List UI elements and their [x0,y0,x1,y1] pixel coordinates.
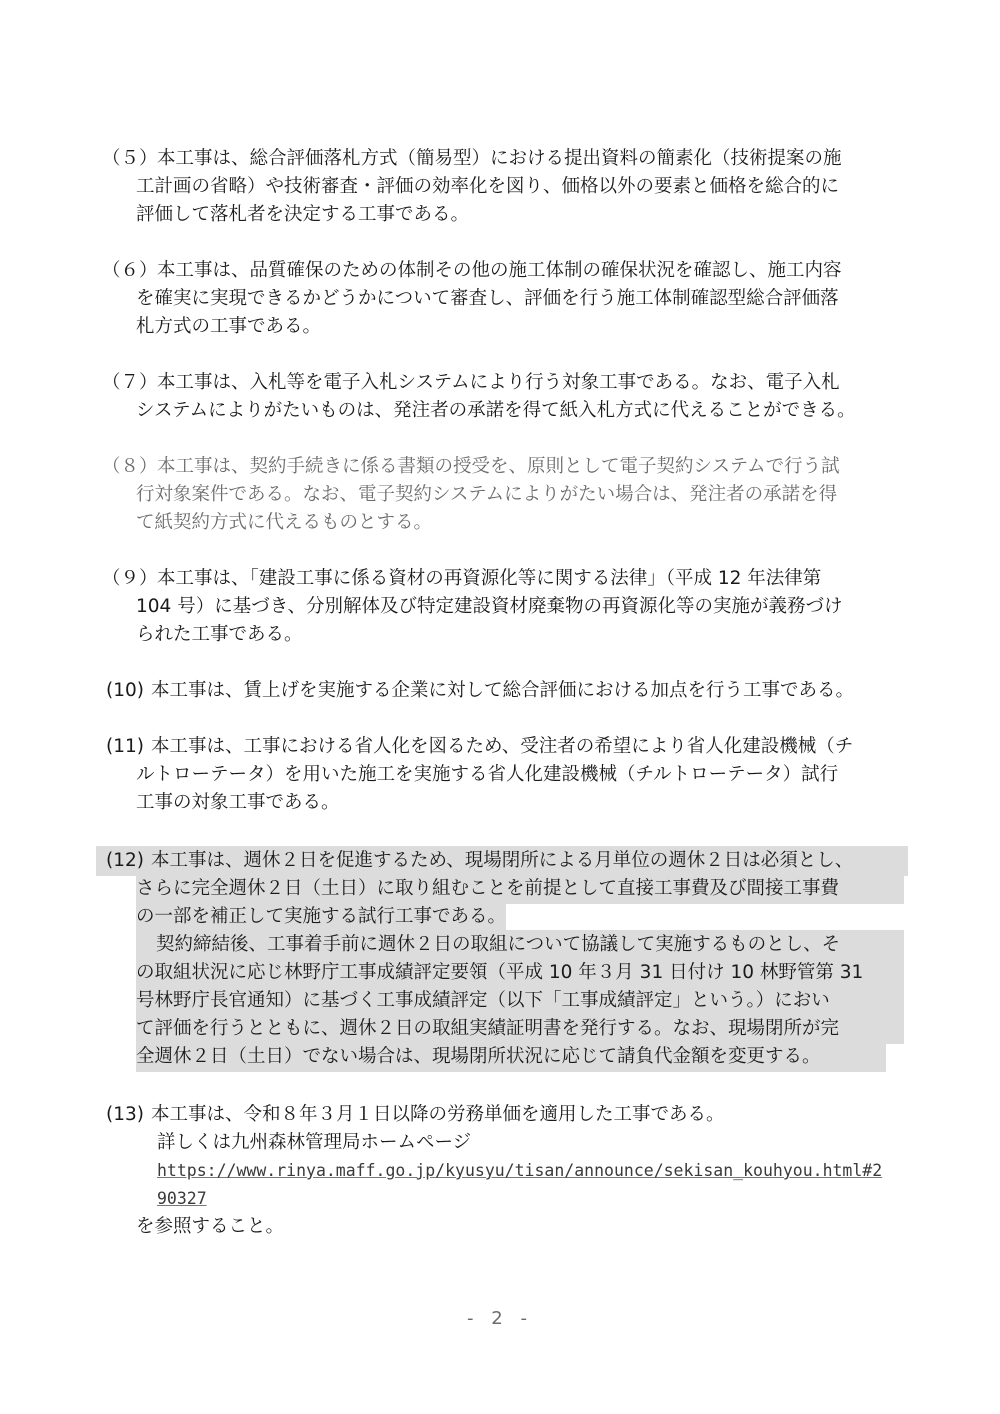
paragraph-line: を確実に実現できるかどうかについて審査し、評価を行う施工体制確認型総合評価落 [136,288,839,309]
paragraph-line: 札方式の工事である。 [136,316,322,337]
paragraph-line: られた工事である。 [136,624,303,645]
paragraph-number: (13) [106,1104,144,1125]
paragraph-line: 本工事は、「建設工事に係る資材の再資源化等に関する法律」（平成 12 年法律第 [157,568,822,589]
paragraph-line: 行対象案件である。なお、電子契約システムによりがたい場合は、発注者の承諾を得 [136,484,838,505]
paragraph-line: 全週休２日（土日）でない場合は、現場閉所状況に応じて請負代金額を変更する。 [136,1042,886,1072]
paragraph-line: 本工事は、契約手続きに係る書類の授受を、原則として電子契約システムで行う試 [157,456,840,477]
paragraph-number: (10) [106,680,144,701]
paragraph-line: 本工事は、入札等を電子入札システムにより行う対象工事である。なお、電子入札 [157,372,840,393]
paragraph-number: （７） [102,372,158,393]
paragraph-line: システムによりがたいものは、発注者の承諾を得て紙入札方式に代えることができる。 [136,400,856,421]
paragraph-line: の取組状況に応じ林野庁工事成績評定要領（平成 10 年３月 31 日付け 10 林野管第 31 [136,958,904,988]
paragraph-line: 本工事は、総合評価落札方式（簡易型）における提出資料の簡素化（技術提案の施 [157,148,842,169]
paragraph-line: 詳しくは九州森林管理局ホームページ [157,1132,472,1153]
paragraph-line: 評価して落札者を決定する工事である。 [136,204,470,225]
paragraph-line: 号林野庁長官通知）に基づく工事成績評定（以下「工事成績評定」という。）におい [136,986,904,1016]
paragraph-line: 本工事は、工事における省人化を図るため、受注者の希望により省人化建設機械（チ [151,736,854,757]
paragraph-line: さらに完全週休２日（土日）に取り組むことを前提として直接工事費及び間接工事費 [136,874,904,904]
paragraph-number: （８） [102,456,158,477]
paragraph-line: て紙契約方式に代えるものとする。 [136,512,433,533]
paragraph-line: 本工事は、週休２日を促進するため、現場閉所による月単位の週休２日は必須とし、 [147,846,908,876]
paragraph-line: の一部を補正して実施する試行工事である。 [136,902,506,932]
paragraph-line: 本工事は、令和８年３月１日以降の労務単価を適用した工事である。 [151,1104,725,1125]
paragraph-number: （６） [102,260,158,281]
reference-link[interactable]: https://www.rinya.maff.go.jp/kyusyu/tisan/announce/sekisan_kouhyou.html#2 [157,1161,883,1180]
paragraph-number: (11) [106,736,144,757]
paragraph-number: （９） [102,568,158,589]
page-number: - 2 - [467,1308,533,1329]
paragraph-line: 104 号）に基づき、分別解体及び特定建設資材廃棄物の再資源化等の実施が義務づけ [136,596,843,617]
paragraph-line: 本工事は、賃上げを実施する企業に対して総合評価における加点を行う工事である。 [151,680,855,701]
paragraph-line: を参照すること。 [136,1216,285,1237]
paragraph-line: 契約締結後、工事着手前に週休２日の取組について協議して実施するものとし、そ [136,930,904,960]
paragraph-line: 工事の対象工事である。 [136,792,340,813]
paragraph-number: (12) [96,846,148,876]
paragraph-line: 本工事は、品質確保のための体制その他の施工体制の確保状況を確認し、施工内容 [157,260,842,281]
paragraph-line: ルトローテータ）を用いた施工を実施する省人化建設機械（チルトローテータ）試行 [136,764,839,785]
paragraph-line: 工計画の省略）や技術審査・評価の効率化を図り、価格以外の要素と価格を総合的に [136,176,840,197]
paragraph-line: て評価を行うとともに、週休２日の取組実績証明書を発行する。なお、現場閉所が完 [136,1014,904,1044]
reference-link-continued[interactable]: 90327 [157,1189,207,1208]
paragraph-number: （５） [102,148,158,169]
